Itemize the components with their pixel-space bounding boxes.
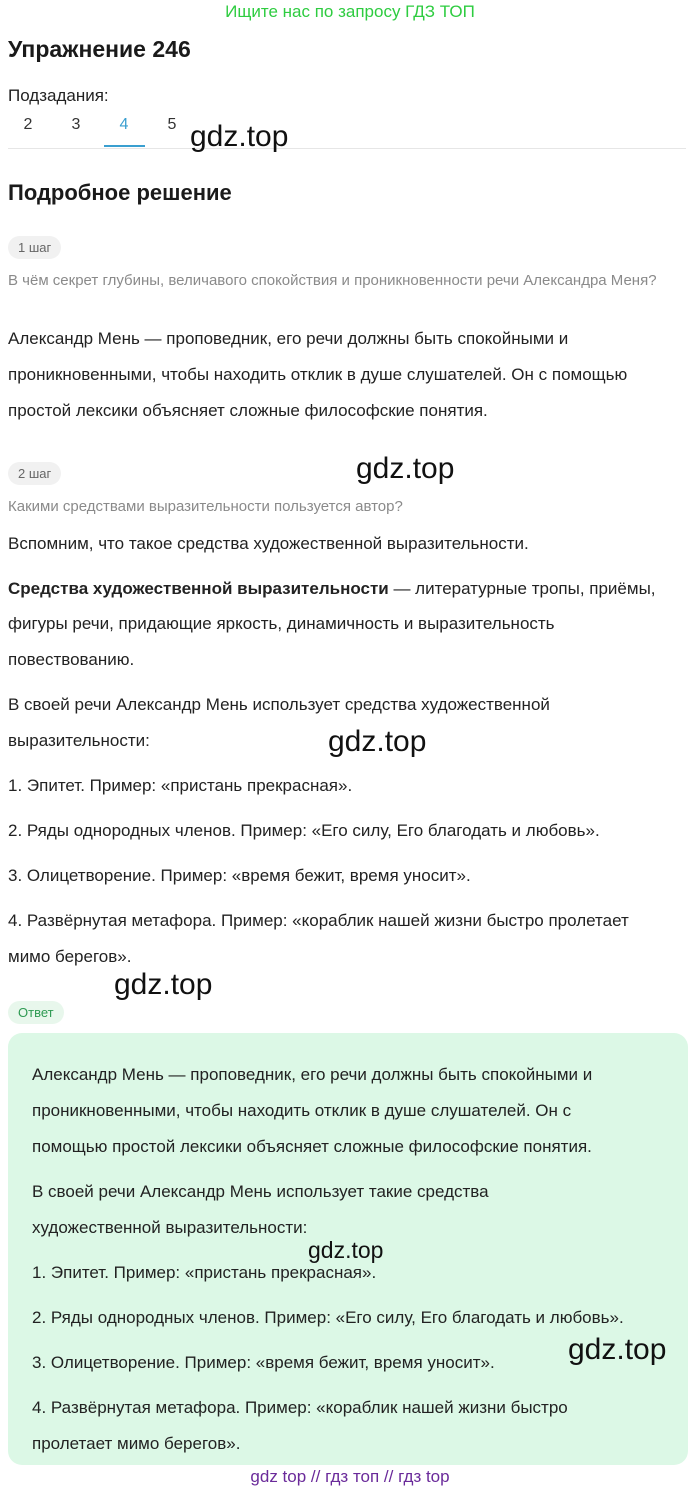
list-item: 4. Развёрнутая метафора. Пример: «кораблик нашей жизни быстро пролетает bbox=[8, 911, 629, 930]
answer-text-line: проникновенными, чтобы находить отклик в душе слушателей. Он с bbox=[32, 1101, 572, 1120]
step-badge: 1 шаг bbox=[8, 236, 61, 259]
definition-term: Средства художественной выразительности bbox=[8, 579, 389, 598]
answer-list-item: 2. Ряды однородных членов. Пример: «Его силу, Его благодать и любовь». bbox=[32, 1308, 624, 1327]
tab-subtask-5[interactable]: 5 bbox=[167, 116, 177, 133]
step-question: Какими средствами выразительности пользуется автор? bbox=[8, 498, 403, 515]
definition-text: — литературные тропы, приёмы, bbox=[388, 579, 656, 598]
subtasks-label: Подзадания: bbox=[8, 86, 109, 105]
answer-list-item-continuation: пролетает мимо берегов». bbox=[32, 1434, 241, 1453]
answer-badge: Ответ bbox=[8, 1001, 64, 1024]
step-text-line: фигуры речи, придающие яркость, динамичность и выразительность bbox=[8, 614, 555, 633]
list-item: 2. Ряды однородных членов. Пример: «Его силу, Его благодать и любовь». bbox=[8, 821, 600, 840]
search-banner: Ищите нас по запросу ГДЗ ТОП bbox=[225, 2, 475, 21]
page-title: Упражнение 246 bbox=[8, 36, 191, 62]
step-text-line: Вспомним, что такое средства художественной выразительности. bbox=[8, 534, 529, 553]
watermark: gdz.top bbox=[328, 725, 427, 758]
step-text-line: простой лексики объясняет сложные философские понятия. bbox=[8, 401, 488, 420]
step-text-line: повествованию. bbox=[8, 650, 135, 669]
section-title: Подробное решение bbox=[8, 180, 232, 205]
subtask-tabs bbox=[8, 112, 686, 149]
answer-text-line: помощью простой лексики объясняет сложные философские понятия. bbox=[32, 1137, 592, 1156]
active-tab-indicator bbox=[104, 145, 145, 147]
watermark: gdz.top bbox=[356, 452, 455, 485]
step-text-line: Александр Мень — проповедник, его речи должны быть спокойными и bbox=[8, 329, 569, 348]
step-badge: 2 шаг bbox=[8, 462, 61, 485]
step-question: В чём секрет глубины, величавого спокойствия и проникновенности речи Александра Меня? bbox=[8, 272, 657, 289]
answer-text-line: Александр Мень — проповедник, его речи должны быть спокойными и bbox=[32, 1065, 593, 1084]
answer-list-item: 3. Олицетворение. Пример: «время бежит, время уносит». bbox=[32, 1353, 495, 1372]
watermark: gdz.top bbox=[114, 968, 213, 1001]
list-item: 3. Олицетворение. Пример: «время бежит, время уносит». bbox=[8, 866, 471, 885]
answer-text-line: художественной выразительности: bbox=[32, 1218, 308, 1237]
definition-line bbox=[8, 571, 692, 607]
tab-subtask-3[interactable]: 3 bbox=[71, 116, 81, 133]
step-text-line: проникновенными, чтобы находить отклик в душе слушателей. Он с помощью bbox=[8, 365, 628, 384]
list-item-continuation: мимо берегов». bbox=[8, 947, 132, 966]
watermark: gdz.top bbox=[190, 120, 289, 153]
step-text-line: выразительности: bbox=[8, 731, 150, 750]
watermark: gdz.top bbox=[568, 1333, 667, 1366]
tab-subtask-4[interactable]: 4 bbox=[119, 116, 129, 133]
answer-list-item: 1. Эпитет. Пример: «пристань прекрасная». bbox=[32, 1263, 377, 1282]
answer-list-item: 4. Развёрнутая метафора. Пример: «кораблик нашей жизни быстро bbox=[32, 1398, 568, 1417]
step-text-line: В своей речи Александр Мень использует средства художественной bbox=[8, 695, 550, 714]
list-item: 1. Эпитет. Пример: «пристань прекрасная». bbox=[8, 776, 353, 795]
watermark: gdz.top bbox=[308, 1237, 384, 1263]
answer-text-line: В своей речи Александр Мень использует такие средства bbox=[32, 1182, 489, 1201]
tab-subtask-2[interactable]: 2 bbox=[23, 116, 33, 133]
footer-links: gdz top // гдз топ // гдз top bbox=[250, 1467, 450, 1486]
